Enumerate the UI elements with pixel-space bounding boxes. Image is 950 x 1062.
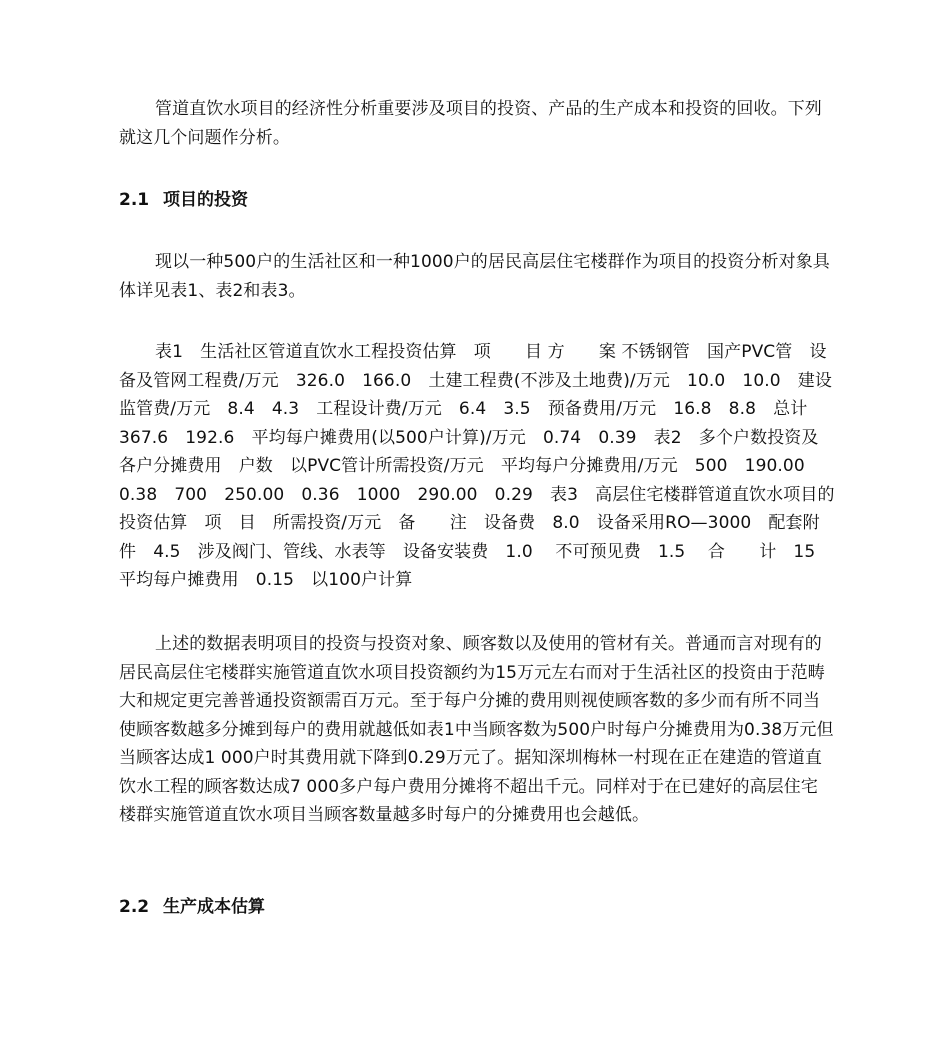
section-number: 2.1 [119, 190, 150, 210]
intro-paragraph: 管道直饮水项目的经济性分析重要涉及项目的投资、产品的生产成本和投资的回收。下列就这几个问题作分析。 [119, 99, 822, 148]
investment-paragraph: 现以一种500户的生活社区和一种1000户的居民高层住宅楼群作为项目的投资分析对象具体详见表1、表2和表3。 [119, 252, 830, 301]
tables-text-paragraph: 表1 生活社区管道直饮水工程投资估算 项 目 方 案 不锈钢管 国产PVC管 设备及管网工程费/万元 326.0 166.0 土建工程费(不涉及土地费)/万元 10.0 10.0 建设监管费/万元 8.4 4.3 工程设计费/万元 6.4 3.5 预备费用/万元 16.8 8.8 总计 367.6 192.6 平均每户摊费用(以500户计算)/万元 0.74 0.39 表2 多个户数投资及各户分摊费用 户数 以PVC管计所需投资/万元 平均每户分摊费用/万元 500 190.00 0.38 700 250.00 0.36 1000 290.00 0.29 表3 高层住宅楼群管道直饮水项目的投资估算 项 目 所需投资/万元 备 注 设备费 8.0 设备采用RO—3000 配套附件 4.5 涉及阀门、管线、水表等 设备安装费 1.0 不可预见费 1.5 合 计 15 平均每户摊费用 0.15 以100户计算 [119, 342, 838, 590]
analysis-paragraph: 上述的数据表明项目的投资与投资对象、顾客数以及使用的管材有关。普通而言对现有的居民高层住宅楼群实施管道直饮水项目投资额约为15万元左右而对于生活社区的投资由于范畴大和规定更完善普通投资额需百万元。至于每户分摊的费用则视使顾客数的多少而有所不同当使顾客数越多分摊到每户的费用就越低如表1中当顾客数为500户时每户分摊费用为0.38万元但当顾客达成1 000户时其费用就下降到0.29万元了。据知深圳梅林一村现在正在建造的管道直饮水工程的顾客数达成7 000多户每户费用分摊将不超出千元。同样对于在已建好的高层住宅楼群实施管道直饮水项目当顾客数量越多时每户的分摊费用也会越低。 [119, 634, 834, 825]
section-number: 2.2 [119, 897, 150, 917]
section-heading-2-2 [119, 896, 265, 918]
section-title: 项目的投资 [163, 190, 248, 210]
section-title: 生产成本估算 [163, 897, 265, 917]
section-heading-2-1 [119, 189, 248, 211]
